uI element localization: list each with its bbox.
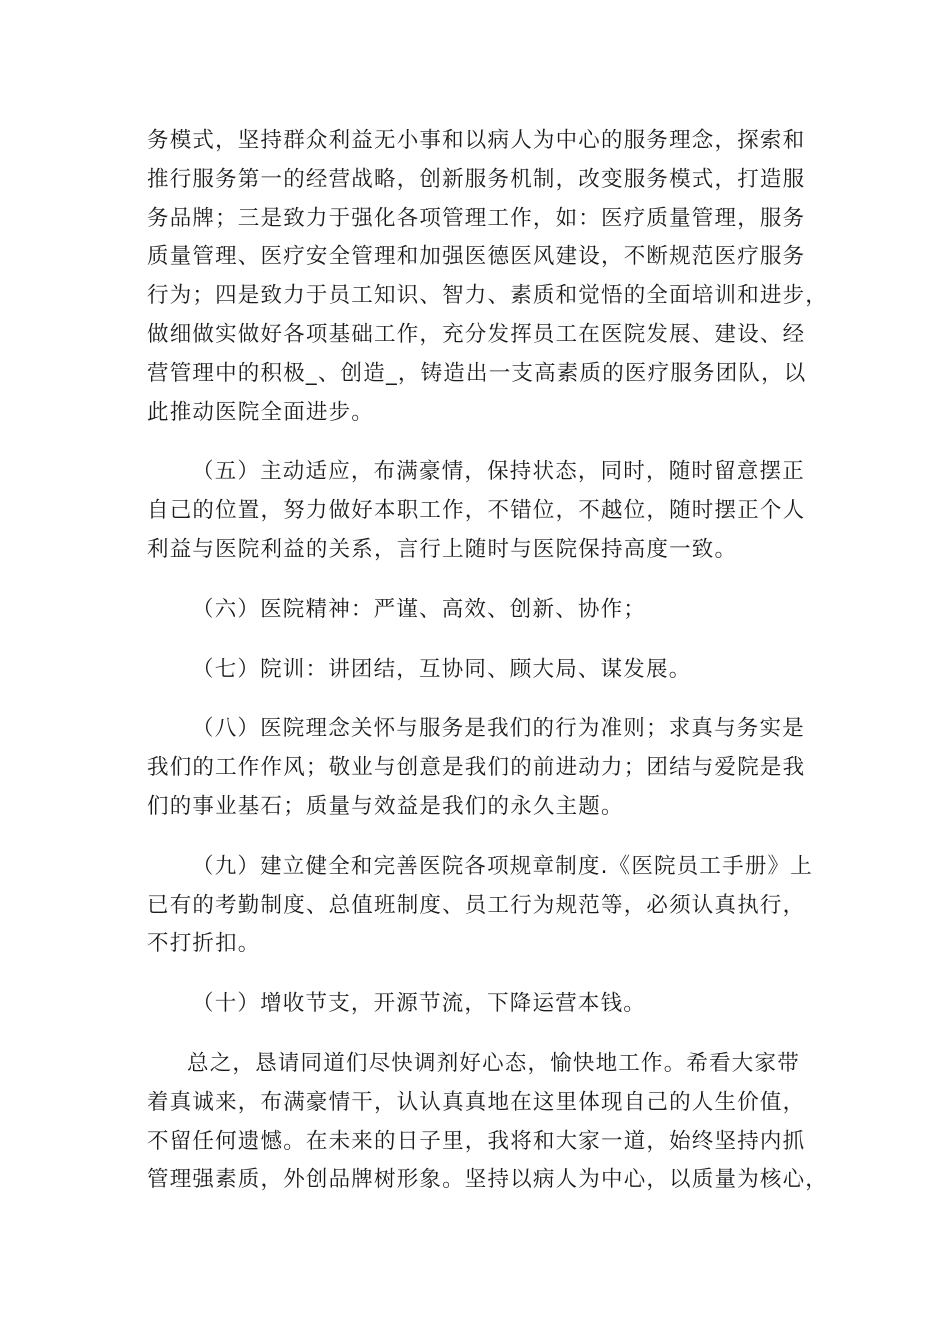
text-line: 务模式，坚持群众利益无小事和以病人为中心的服务理念，探索和 <box>147 128 806 153</box>
text-line: 此推动医院全面进步。 <box>147 399 375 425</box>
paragraph-item-eight <box>147 710 807 826</box>
paragraph-item-five <box>147 453 807 569</box>
text-line: 利益与医院利益的关系，言行上随时与医院保持高度一致。 <box>147 536 738 562</box>
paragraph-item-seven <box>147 651 807 690</box>
text-line: 行为；四是致力于员工知识、智力、素质和觉悟的全面培训和进步， <box>147 283 829 309</box>
text-line: 管理强素质，外创品牌树形象。坚持以病人为中心，以质量为核心， <box>147 1167 829 1193</box>
text-line: （五）主动适应，布满豪情，保持状态，同时，随时留意摆正 <box>192 459 805 485</box>
text-line: 总之，恳请同道们尽快调剂好心态，愉快地工作。希看大家带 <box>187 1050 800 1076</box>
paragraph-item-nine <box>147 848 813 964</box>
paragraph-item-ten <box>147 985 807 1024</box>
text-line: （十）增收节支，开源节流，下降运营本钱。 <box>192 991 647 1017</box>
document-body <box>147 122 829 1221</box>
text-line: 自己的位置，努力做好本职工作，不错位，不越位，随时摆正个人 <box>147 498 806 524</box>
text-line: 做细做实做好各项基础工作，充分发挥员工在医院发展、建设、经 <box>147 321 806 347</box>
text-line: （七）院训：讲团结，互协同、顾大局、谋发展。 <box>192 656 692 682</box>
text-line: 我们的工作作风；敬业与创意是我们的前进动力；团结与爱院是我 <box>147 755 806 781</box>
text-line: 营管理中的积极_、创造_，铸造出一支高素质的医疗服务团队，以 <box>147 360 807 386</box>
text-line: 质量管理、医疗安全管理和加强医德医风建设，不断规范医疗服务 <box>147 244 806 270</box>
paragraph-conclusion <box>147 1045 829 1200</box>
paragraph-item-six <box>147 591 807 630</box>
text-line: 们的事业基石；质量与效益是我们的永久主题。 <box>147 793 624 819</box>
text-line: （八）医院理念关怀与服务是我们的行为准则；求真与务实是 <box>192 716 805 742</box>
text-line: 推行服务第一的经营战略，创新服务机制，改变服务模式，打造服 <box>147 166 806 192</box>
text-line: 务品牌；三是致力于强化各项管理工作，如：医疗质量管理，服务 <box>147 205 806 231</box>
paragraph-service-model <box>147 122 829 432</box>
text-line: 不留任何遗憾。在未来的日子里，我将和大家一道，始终坚持内抓 <box>147 1128 806 1154</box>
text-line: （六）医院精神：严谨、高效、创新、协作； <box>192 596 647 622</box>
text-line: （九）建立健全和完善医院各项规章制度.《医院员工手册》上 <box>192 853 813 879</box>
text-line: 不打折扣。 <box>147 931 261 957</box>
text-line: 着真诚来，布满豪情干，认认真真地在这里体现自己的人生价值， <box>147 1089 806 1115</box>
text-line: 已有的考勤制度、总值班制度、员工行为规范等，必须认真执行， <box>147 892 806 918</box>
